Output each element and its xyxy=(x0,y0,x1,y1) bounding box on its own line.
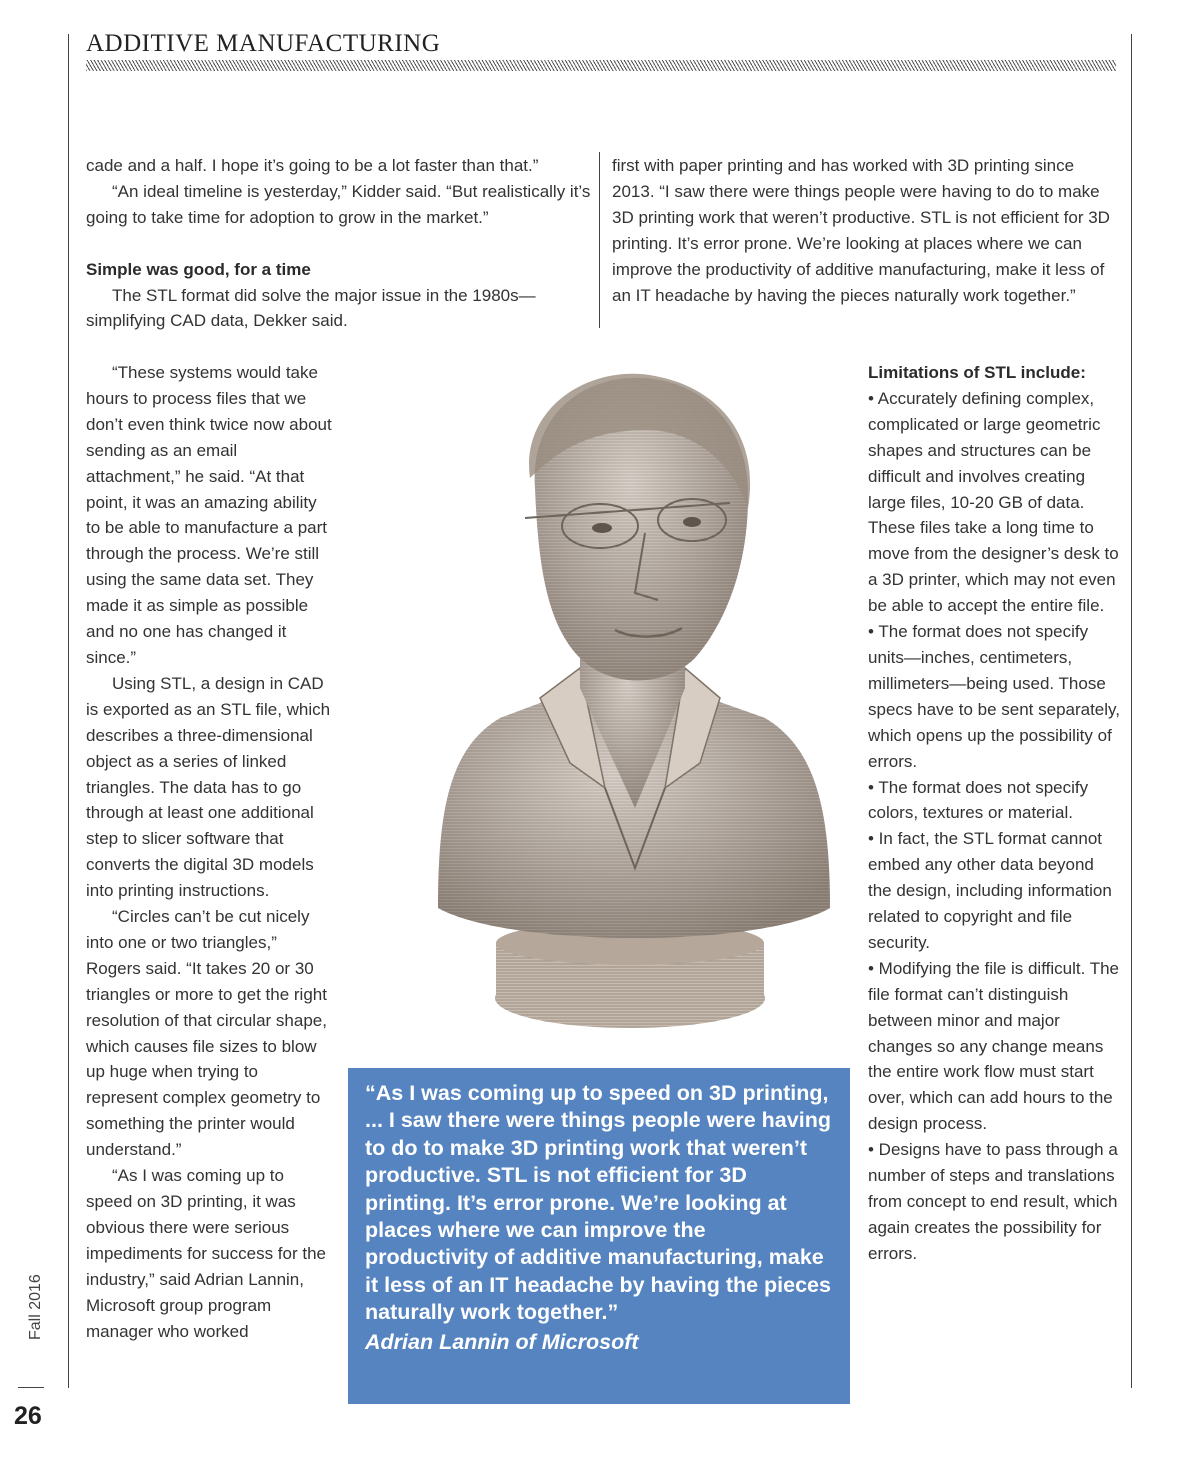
limitation-item: • Designs have to pass through a number of steps and translations from concept to end result, which again creates the possibility for errors. xyxy=(868,1140,1118,1263)
limitation-item: • In fact, the STL format cannot embed any other data beyond the design, including information related to copyright and file security. xyxy=(868,829,1112,952)
sidebar-heading: Limitations of STL include: xyxy=(868,363,1086,382)
limitation-item: • The format does not specify colors, textures or material. xyxy=(868,777,1089,823)
column-left-top xyxy=(86,153,591,334)
limitation-item: • Accurately defining complex, complicated or large geometric shapes and structures can be difficult and involves creating large files, 10-20 GB of data. These files take a long time to move from the designer’s desk to a 3D printer, which may not even be able to accept the entire file. xyxy=(868,388,1119,616)
header-hatch-rule xyxy=(86,60,1116,71)
column-divider xyxy=(599,152,600,328)
paragraph: “An ideal timeline is yesterday,” Kidder said. “But realistically it’s going to take time for adoption to grow in the market.” xyxy=(86,181,591,227)
subheading: Simple was good, for a time xyxy=(86,259,311,279)
column-middle-top xyxy=(612,153,1114,308)
issue-season: Fall 2016 xyxy=(27,1274,44,1340)
limitations-sidebar xyxy=(868,360,1120,1267)
right-margin-rule xyxy=(1131,34,1132,1388)
section-title: ADDITIVE MANUFACTURING xyxy=(86,30,441,57)
column-left-narrow xyxy=(86,360,333,1344)
page-number: 26 xyxy=(14,1402,42,1430)
paragraph: The STL format did solve the major issue in the 1980s—simplifying CAD data, Dekker said. xyxy=(86,285,536,331)
paragraph: “Circles can’t be cut nicely into one or two triangles,” Rogers said. “It takes 20 or 30 triangles or more to get the right resolution of that circular shape, which causes file sizes to blow up huge when trying to represent complex geometry to something the printer would understand.” xyxy=(86,907,327,1160)
paragraph: cade and a half. I hope it’s going to be a lot faster than that.” xyxy=(86,156,539,175)
paragraph: first with paper printing and has worked with 3D printing since 2013. “I saw there were things people were having to do to make 3D printing work that weren’t productive. STL is not efficient for 3D printing. It’s error prone. We’re looking at places where we can improve the productivity of additive manufacturing, make it less of an IT headache by having the pieces naturally work together.” xyxy=(612,156,1110,305)
paragraph: “These systems would take hours to process files that we don’t even think twice now about sending as an email attachment,” he said. “At that point, it was an amazing ability to be able to manufacture a part through the process. We’re still using the same data set. They made it as simple as possible and no one has changed it since.” xyxy=(86,363,332,667)
bust-illustration xyxy=(430,368,850,1033)
limitation-item: • Modifying the file is difficult. The file format can’t distinguish between minor and major changes so any change means the entire work flow must start over, which can add hours to the design process. xyxy=(868,958,1119,1134)
pull-quote-text: “As I was coming up to speed on 3D printing, ... I saw there were things people were having to do to make 3D printing work that weren’t productive. STL is not efficient for 3D printing. It’s error prone. We’re looking at places where we can improve the productivity of additive manufacturing, make it less of an IT headache by having the pieces naturally work together.” xyxy=(365,1081,831,1325)
left-margin-rule xyxy=(68,34,69,1388)
pull-quote-attribution: Adrian Lannin of Microsoft xyxy=(365,1329,639,1354)
paragraph: “As I was coming up to speed on 3D printing, it was obvious there were serious impediments for success for the industry,” said Adrian Lannin, Microsoft group program manager who worked xyxy=(86,1166,326,1341)
paragraph: Using STL, a design in CAD is exported as an STL file, which describes a three-dimensional object as a series of linked triangles. The data has to go through at least one additional step to slicer software that converts the digital 3D models into printing instructions. xyxy=(86,673,331,901)
page-number-rule xyxy=(18,1387,44,1388)
limitation-item: • The format does not specify units—inches, centimeters, millimeters—being used. Those specs have to be sent separately, which opens up the possibility of errors. xyxy=(868,622,1121,771)
pull-quote-box xyxy=(348,1068,850,1404)
